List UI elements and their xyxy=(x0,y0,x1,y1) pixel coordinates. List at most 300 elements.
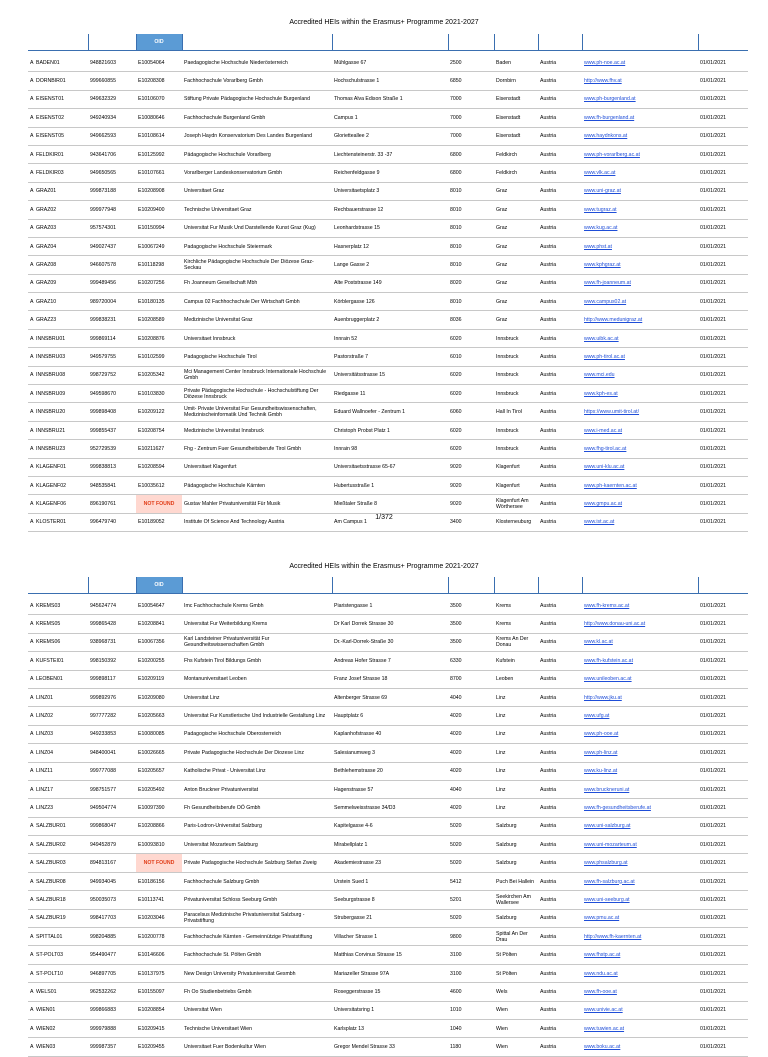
oid-cell: E10208308 xyxy=(136,72,182,90)
website-link xyxy=(582,311,698,329)
code-cell: LINZ02 xyxy=(34,707,88,725)
address-cell: Auenbruggerplatz 2 xyxy=(332,311,448,329)
code-cell: KLAGENF02 xyxy=(34,476,88,494)
code-cell: GRAZ03 xyxy=(34,219,88,237)
table-row xyxy=(28,90,748,108)
code-cell: ST-POLT10 xyxy=(34,964,88,982)
date-cell: 01/01/2021 xyxy=(698,725,748,743)
column-header xyxy=(538,577,582,594)
website-link[interactable]: www.bruckneruni.at xyxy=(584,786,630,793)
website-link[interactable]: www.ku-linz.at xyxy=(584,768,618,775)
postcode-cell: 3400 xyxy=(448,513,494,531)
city-cell: Graz xyxy=(494,182,538,200)
pic-cell: 999868047 xyxy=(88,817,136,835)
pic-cell: 896190761 xyxy=(88,495,136,513)
website-link[interactable]: www.ufg.at xyxy=(584,713,610,720)
code-cell: LINZ03 xyxy=(34,725,88,743)
code-cell: KUFSTEI01 xyxy=(34,652,88,670)
website-link[interactable]: www.uni-seeburg.at xyxy=(584,896,630,903)
oid-cell: E10211627 xyxy=(136,440,182,458)
website-link[interactable]: http://www.donau-uni.ac.at xyxy=(584,621,646,628)
column-header xyxy=(494,577,538,594)
code-cell: SALZBUR08 xyxy=(34,872,88,890)
postcode-cell: 8036 xyxy=(448,311,494,329)
website-link[interactable]: www.ph-kaernten.ac.at xyxy=(584,482,637,489)
website-link[interactable]: www.fhstp.ac.at xyxy=(584,952,621,959)
code-cell: LINZ23 xyxy=(34,799,88,817)
city-cell: Feldkirch xyxy=(494,164,538,182)
website-link xyxy=(582,164,698,182)
postcode-cell: 7000 xyxy=(448,109,494,127)
website-link[interactable]: www.tugraz.at xyxy=(584,206,617,213)
website-link[interactable]: www.haydnkons.at xyxy=(584,133,628,140)
city-cell: Klagenfurt xyxy=(494,458,538,476)
code-cell: FELDKIR01 xyxy=(34,145,88,163)
table-row xyxy=(28,366,748,384)
table-row xyxy=(28,476,748,494)
address-cell: Hauptplatz 6 xyxy=(332,707,448,725)
date-cell: 01/01/2021 xyxy=(698,256,748,274)
country-name-cell: Austria xyxy=(538,854,582,872)
oid-cell: E10209415 xyxy=(136,1019,182,1037)
country-cell: A xyxy=(28,780,34,798)
address-cell: Strubergasse 21 xyxy=(332,909,448,927)
website-link xyxy=(582,293,698,311)
table-row xyxy=(28,1019,748,1037)
oid-cell: E10067249 xyxy=(136,237,182,255)
table-row xyxy=(28,237,748,255)
pic-cell: 949579755 xyxy=(88,348,136,366)
website-link[interactable]: www.i-med.ac.at xyxy=(584,427,623,434)
pic-cell: 948535841 xyxy=(88,476,136,494)
website-link[interactable]: http://www.fhv.at xyxy=(584,78,622,85)
date-cell: 01/01/2021 xyxy=(698,597,748,615)
address-cell: Mirabellplatz 1 xyxy=(332,836,448,854)
date-cell: 01/01/2021 xyxy=(698,495,748,513)
code-cell: FELDKIR03 xyxy=(34,164,88,182)
website-link[interactable]: www.campus02.at xyxy=(584,298,627,305)
website-link[interactable]: www.fh-joanneum.at xyxy=(584,280,631,287)
website-link[interactable]: www.ph-vorarlberg.ac.at xyxy=(584,151,640,158)
address-cell: Hagenstrasse 57 xyxy=(332,780,448,798)
oid-cell: E10205663 xyxy=(136,707,182,725)
table-row xyxy=(28,983,748,1001)
postcode-cell: 1040 xyxy=(448,1019,494,1037)
name-cell: Technische Universitaet Wien xyxy=(182,1019,332,1037)
date-cell: 01/01/2021 xyxy=(698,633,748,651)
table-row xyxy=(28,495,748,513)
oid-cell: E10106070 xyxy=(136,90,182,108)
table-row xyxy=(28,1001,748,1019)
postcode-cell: 4600 xyxy=(448,983,494,1001)
city-cell: Linz xyxy=(494,744,538,762)
website-link[interactable]: www.vlk.ac.at xyxy=(584,170,616,177)
pic-cell: 949240934 xyxy=(88,109,136,127)
website-link[interactable]: www.fhg-tirol.ac.at xyxy=(584,445,627,452)
city-cell: Linz xyxy=(494,780,538,798)
website-link[interactable]: www.tuwien.ac.at xyxy=(584,1025,625,1032)
website-link[interactable]: www.ph-noe.ac.at xyxy=(584,59,626,66)
table-row xyxy=(28,964,748,982)
website-link[interactable]: www.unileoben.ac.at xyxy=(584,676,632,683)
website-link[interactable]: www.pmu.ac.at xyxy=(584,915,620,922)
page-title: Accredited HEIs within the Erasmus+ Programme 2021-2027 xyxy=(289,563,479,570)
name-cell: Medizinische Universitat Innsbruck xyxy=(182,421,332,439)
country-cell: A xyxy=(28,403,34,421)
website-link[interactable]: www.ph-tirol.ac.at xyxy=(584,353,625,360)
website-link xyxy=(582,633,698,651)
address-cell: Akademiestrasse 23 xyxy=(332,854,448,872)
pic-cell: 948400041 xyxy=(88,744,136,762)
website-link[interactable]: www.univie.ac.at xyxy=(584,1007,623,1014)
pic-cell: 949233853 xyxy=(88,725,136,743)
oid-cell: E10180135 xyxy=(136,293,182,311)
country-name-cell: Austria xyxy=(538,872,582,890)
postcode-cell: 7000 xyxy=(448,90,494,108)
name-cell: Vorarlberger Landeskonservatorium Gmbh xyxy=(182,164,332,182)
table-row xyxy=(28,725,748,743)
code-cell: DORNBIR01 xyxy=(34,72,88,90)
city-cell: Linz xyxy=(494,707,538,725)
pic-cell: 957574301 xyxy=(88,219,136,237)
oid-cell: E10137975 xyxy=(136,964,182,982)
website-link[interactable]: https://www.umit-tirol.at/ xyxy=(584,409,640,416)
column-header xyxy=(88,577,136,594)
pic-cell: 950035073 xyxy=(88,891,136,909)
postcode-cell: 5020 xyxy=(448,836,494,854)
date-cell: 01/01/2021 xyxy=(698,237,748,255)
postcode-cell: 8010 xyxy=(448,293,494,311)
oid-cell: E10205492 xyxy=(136,780,182,798)
address-cell: Reichenfeldgasse 9 xyxy=(332,164,448,182)
country-cell: A xyxy=(28,109,34,127)
website-link[interactable]: www.phst.at xyxy=(584,243,612,250)
country-cell: A xyxy=(28,293,34,311)
postcode-cell: 3500 xyxy=(448,615,494,633)
country-cell: A xyxy=(28,256,34,274)
pic-cell: 946607578 xyxy=(88,256,136,274)
city-cell: Linz xyxy=(494,762,538,780)
country-name-cell: Austria xyxy=(538,983,582,1001)
website-link[interactable]: www.fh-gesundheitsberufe.at xyxy=(584,804,651,811)
city-cell: Salzburg xyxy=(494,854,538,872)
website-link[interactable]: www.uni-salzburg.at xyxy=(584,823,631,830)
website-link[interactable]: www.ph-ooe.at xyxy=(584,731,619,738)
country-cell: A xyxy=(28,983,34,1001)
code-cell: SALZBUR03 xyxy=(34,854,88,872)
oid-cell: E10093810 xyxy=(136,836,182,854)
date-cell: 01/01/2021 xyxy=(698,670,748,688)
date-cell: 01/01/2021 xyxy=(698,946,748,964)
pic-cell: 999869114 xyxy=(88,329,136,347)
website-link xyxy=(582,54,698,72)
website-link[interactable]: http://www.fh-kaernten.at xyxy=(584,933,642,940)
code-cell: GRAZ23 xyxy=(34,311,88,329)
date-cell: 01/01/2021 xyxy=(698,1019,748,1037)
table-row xyxy=(28,633,748,651)
website-link[interactable]: www.gmpu.ac.at xyxy=(584,501,623,508)
table-row xyxy=(28,201,748,219)
pic-cell: 996479740 xyxy=(88,513,136,531)
website-link[interactable]: http://www.jku.at xyxy=(584,694,622,701)
city-cell: St Pölten xyxy=(494,964,538,982)
website-link[interactable]: www.kphgraz.at xyxy=(584,261,621,268)
website-link[interactable]: www.kug.ac.at xyxy=(584,225,618,232)
name-cell: Fhg - Zentrum Fuer Gesundheitsberufe Tirol Gmbh xyxy=(182,440,332,458)
name-cell: Universitaet Klagenfurt xyxy=(182,458,332,476)
country-name-cell: Austria xyxy=(538,817,582,835)
date-cell: 01/01/2021 xyxy=(698,127,748,145)
address-cell: Hubertusstraße 1 xyxy=(332,476,448,494)
postcode-cell: 9020 xyxy=(448,476,494,494)
city-cell: Salzburg xyxy=(494,836,538,854)
city-cell: Klagenfurt Am Wörthersee xyxy=(494,495,538,513)
website-link xyxy=(582,256,698,274)
website-link[interactable]: www.fh-burgenland.at xyxy=(584,114,635,121)
name-cell: Fachhochschule Burgenland Gmbh xyxy=(182,109,332,127)
postcode-cell: 8020 xyxy=(448,274,494,292)
city-cell: Linz xyxy=(494,799,538,817)
column-header xyxy=(28,34,88,51)
code-cell: GRAZ04 xyxy=(34,237,88,255)
website-link[interactable]: http://www.medunigraz.at xyxy=(584,317,643,324)
website-link[interactable]: www.ph-linz.at xyxy=(584,749,618,756)
postcode-cell: 3500 xyxy=(448,633,494,651)
code-cell: KREMS06 xyxy=(34,633,88,651)
date-cell: 01/01/2021 xyxy=(698,164,748,182)
website-link[interactable]: www.ndu.ac.at xyxy=(584,970,618,977)
date-cell: 01/01/2021 xyxy=(698,1001,748,1019)
city-cell: Innsbruck xyxy=(494,348,538,366)
city-cell: Baden xyxy=(494,54,538,72)
city-cell: Feldkirch xyxy=(494,145,538,163)
oid-cell: E10080085 xyxy=(136,725,182,743)
date-cell: 01/01/2021 xyxy=(698,928,748,946)
website-link xyxy=(582,670,698,688)
table-row xyxy=(28,597,748,615)
pic-cell: 949650565 xyxy=(88,164,136,182)
country-name-cell: Austria xyxy=(538,597,582,615)
website-link[interactable]: www.fh-salzburg.ac.at xyxy=(584,878,635,885)
table-row xyxy=(28,219,748,237)
address-cell: Dr.-Karl-Dorrek-Straße 30 xyxy=(332,633,448,651)
country-name-cell: Austria xyxy=(538,1038,582,1056)
website-link xyxy=(582,421,698,439)
oid-cell: E10067356 xyxy=(136,633,182,651)
name-cell: Kirchliche Pädagogische Hochschule Der Diözese Graz-Seckau xyxy=(182,256,332,274)
website-link xyxy=(582,652,698,670)
address-cell: Villacher Strasse 1 xyxy=(332,928,448,946)
website-link[interactable]: www.fh-kufstein.ac.at xyxy=(584,657,634,664)
table-row xyxy=(28,928,748,946)
address-cell: Franz Josef Strasse 18 xyxy=(332,670,448,688)
name-cell: Fachhochschule Vorarlberg Gmbh xyxy=(182,72,332,90)
country-cell: A xyxy=(28,90,34,108)
name-cell: Fh Oo Studienbetriebs Gmbh xyxy=(182,983,332,1001)
website-link[interactable]: www.uibk.ac.at xyxy=(584,335,619,342)
address-cell: Urstein Sued 1 xyxy=(332,872,448,890)
pic-cell: 954490477 xyxy=(88,946,136,964)
code-cell: GRAZ08 xyxy=(34,256,88,274)
code-cell: KREMS05 xyxy=(34,615,88,633)
country-name-cell: Austria xyxy=(538,109,582,127)
column-header xyxy=(494,34,538,51)
date-cell: 01/01/2021 xyxy=(698,385,748,403)
table-row xyxy=(28,744,748,762)
country-cell: A xyxy=(28,836,34,854)
city-cell: Krems xyxy=(494,615,538,633)
website-link[interactable]: www.phsalzburg.at xyxy=(584,860,628,867)
city-cell: Eisenstadt xyxy=(494,127,538,145)
website-link[interactable]: www.kl.ac.at xyxy=(584,639,613,646)
website-link xyxy=(582,348,698,366)
postcode-cell: 4040 xyxy=(448,780,494,798)
pic-cell: 949504774 xyxy=(88,799,136,817)
name-cell: Universitaet Innsbruck xyxy=(182,329,332,347)
oid-cell: E10146606 xyxy=(136,946,182,964)
postcode-cell: 6020 xyxy=(448,329,494,347)
city-cell: Graz xyxy=(494,293,538,311)
oid-cell: E10208841 xyxy=(136,615,182,633)
pic-cell: 998204885 xyxy=(88,928,136,946)
postcode-cell: 8010 xyxy=(448,237,494,255)
oid-cell: E10189052 xyxy=(136,513,182,531)
website-link[interactable]: www.uni-mozarteum.at xyxy=(584,841,637,848)
country-name-cell: Austria xyxy=(538,707,582,725)
oid-cell: E10207256 xyxy=(136,274,182,292)
country-name-cell: Austria xyxy=(538,127,582,145)
website-link[interactable]: www.uni-klu.ac.at xyxy=(584,464,625,471)
address-cell: Universitatsring 1 xyxy=(332,1001,448,1019)
date-cell: 01/01/2021 xyxy=(698,109,748,127)
country-name-cell: Austria xyxy=(538,891,582,909)
code-cell: SALZBUR02 xyxy=(34,836,88,854)
postcode-cell: 3100 xyxy=(448,964,494,982)
pic-cell: 999838231 xyxy=(88,311,136,329)
table-row xyxy=(28,854,748,872)
city-cell: Wels xyxy=(494,983,538,1001)
country-name-cell: Austria xyxy=(538,476,582,494)
website-link xyxy=(582,127,698,145)
oid-cell: E10107661 xyxy=(136,164,182,182)
table-row xyxy=(28,707,748,725)
oid-cell: E10113741 xyxy=(136,891,182,909)
code-cell: BADEN01 xyxy=(34,54,88,72)
column-header xyxy=(582,34,698,51)
address-cell: Mühlgasse 67 xyxy=(332,54,448,72)
country-name-cell: Austria xyxy=(538,799,582,817)
city-cell: Klosterneuburg xyxy=(494,513,538,531)
date-cell: 01/01/2021 xyxy=(698,366,748,384)
country-cell: A xyxy=(28,725,34,743)
name-cell: Paracelsus Medizinische Privatuniversitat Salzburg - Privatstiftung xyxy=(182,909,332,927)
oid-cell: E10155097 xyxy=(136,983,182,1001)
pic-cell: 949662593 xyxy=(88,127,136,145)
oid-cell: E10186156 xyxy=(136,872,182,890)
website-link[interactable]: www.mci.edu xyxy=(584,372,615,379)
table-row xyxy=(28,421,748,439)
website-link xyxy=(582,872,698,890)
code-cell: INNSBRU23 xyxy=(34,440,88,458)
website-link[interactable]: www.ist.ac.at xyxy=(584,519,615,526)
name-cell: Private Padagogische Hochschule Salzburg Stefan Zweig xyxy=(182,854,332,872)
code-cell: LINZ11 xyxy=(34,762,88,780)
website-link[interactable]: www.boku.ac.at xyxy=(584,1044,621,1051)
column-header xyxy=(88,34,136,51)
column-header xyxy=(448,34,494,51)
name-cell: Fachhochschule Salzburg Gmbh xyxy=(182,872,332,890)
country-cell: A xyxy=(28,495,34,513)
name-cell: Universitat Mozarteum Salzburg xyxy=(182,836,332,854)
name-cell: Private Pädagogische Hochschule - Hochschulstiftung Der Diözese Innsbruck xyxy=(182,385,332,403)
code-cell: GRAZ01 xyxy=(34,182,88,200)
postcode-cell: 6330 xyxy=(448,652,494,670)
website-link xyxy=(582,688,698,706)
country-name-cell: Austria xyxy=(538,946,582,964)
city-cell: Krems xyxy=(494,597,538,615)
country-cell: A xyxy=(28,652,34,670)
column-header xyxy=(698,34,748,51)
country-name-cell: Austria xyxy=(538,615,582,633)
website-link xyxy=(582,458,698,476)
table-row xyxy=(28,385,748,403)
website-link[interactable]: www.uni-graz.at xyxy=(584,188,621,195)
address-cell: Mießtaler Straße 8 xyxy=(332,495,448,513)
oid-cell: E10103830 xyxy=(136,385,182,403)
date-cell: 01/01/2021 xyxy=(698,329,748,347)
website-link xyxy=(582,762,698,780)
data-table xyxy=(28,34,748,532)
country-name-cell: Austria xyxy=(538,182,582,200)
country-name-cell: Austria xyxy=(538,744,582,762)
website-link[interactable]: www.kph-es.at xyxy=(584,390,618,397)
website-link[interactable]: www.fh-krems.ac.at xyxy=(584,602,630,609)
pic-cell: 999898117 xyxy=(88,670,136,688)
website-link xyxy=(582,780,698,798)
postcode-cell: 7000 xyxy=(448,127,494,145)
postcode-cell: 4040 xyxy=(448,688,494,706)
address-cell: Andreas Hofer Strasse 7 xyxy=(332,652,448,670)
pic-cell: 998751577 xyxy=(88,780,136,798)
country-name-cell: Austria xyxy=(538,495,582,513)
pic-cell: 962532262 xyxy=(88,983,136,1001)
country-cell: A xyxy=(28,854,34,872)
table-row xyxy=(28,164,748,182)
website-link[interactable]: www.ph-burgenland.at xyxy=(584,96,636,103)
oid-cell: E10097390 xyxy=(136,799,182,817)
country-name-cell: Austria xyxy=(538,1019,582,1037)
table-row xyxy=(28,836,748,854)
table-row xyxy=(28,762,748,780)
address-cell: Bethlehemstrasse 20 xyxy=(332,762,448,780)
oid-cell: E10102599 xyxy=(136,348,182,366)
table-row xyxy=(28,872,748,890)
country-name-cell: Austria xyxy=(538,780,582,798)
pic-cell: 949934045 xyxy=(88,872,136,890)
website-link[interactable]: www.fh-ooe.at xyxy=(584,988,617,995)
website-link xyxy=(582,109,698,127)
pic-cell: 999987357 xyxy=(88,1038,136,1056)
oid-cell: E10203046 xyxy=(136,909,182,927)
name-cell: Anton Bruckner Privatuniversitat xyxy=(182,780,332,798)
country-name-cell: Austria xyxy=(538,1001,582,1019)
oid-cell: E10200778 xyxy=(136,928,182,946)
oid-cell: E10080646 xyxy=(136,109,182,127)
name-cell: Gustav Mahler Privatuniversität Für Musik xyxy=(182,495,332,513)
country-name-cell: Austria xyxy=(538,201,582,219)
postcode-cell: 4020 xyxy=(448,744,494,762)
oid-cell: E10208754 xyxy=(136,421,182,439)
